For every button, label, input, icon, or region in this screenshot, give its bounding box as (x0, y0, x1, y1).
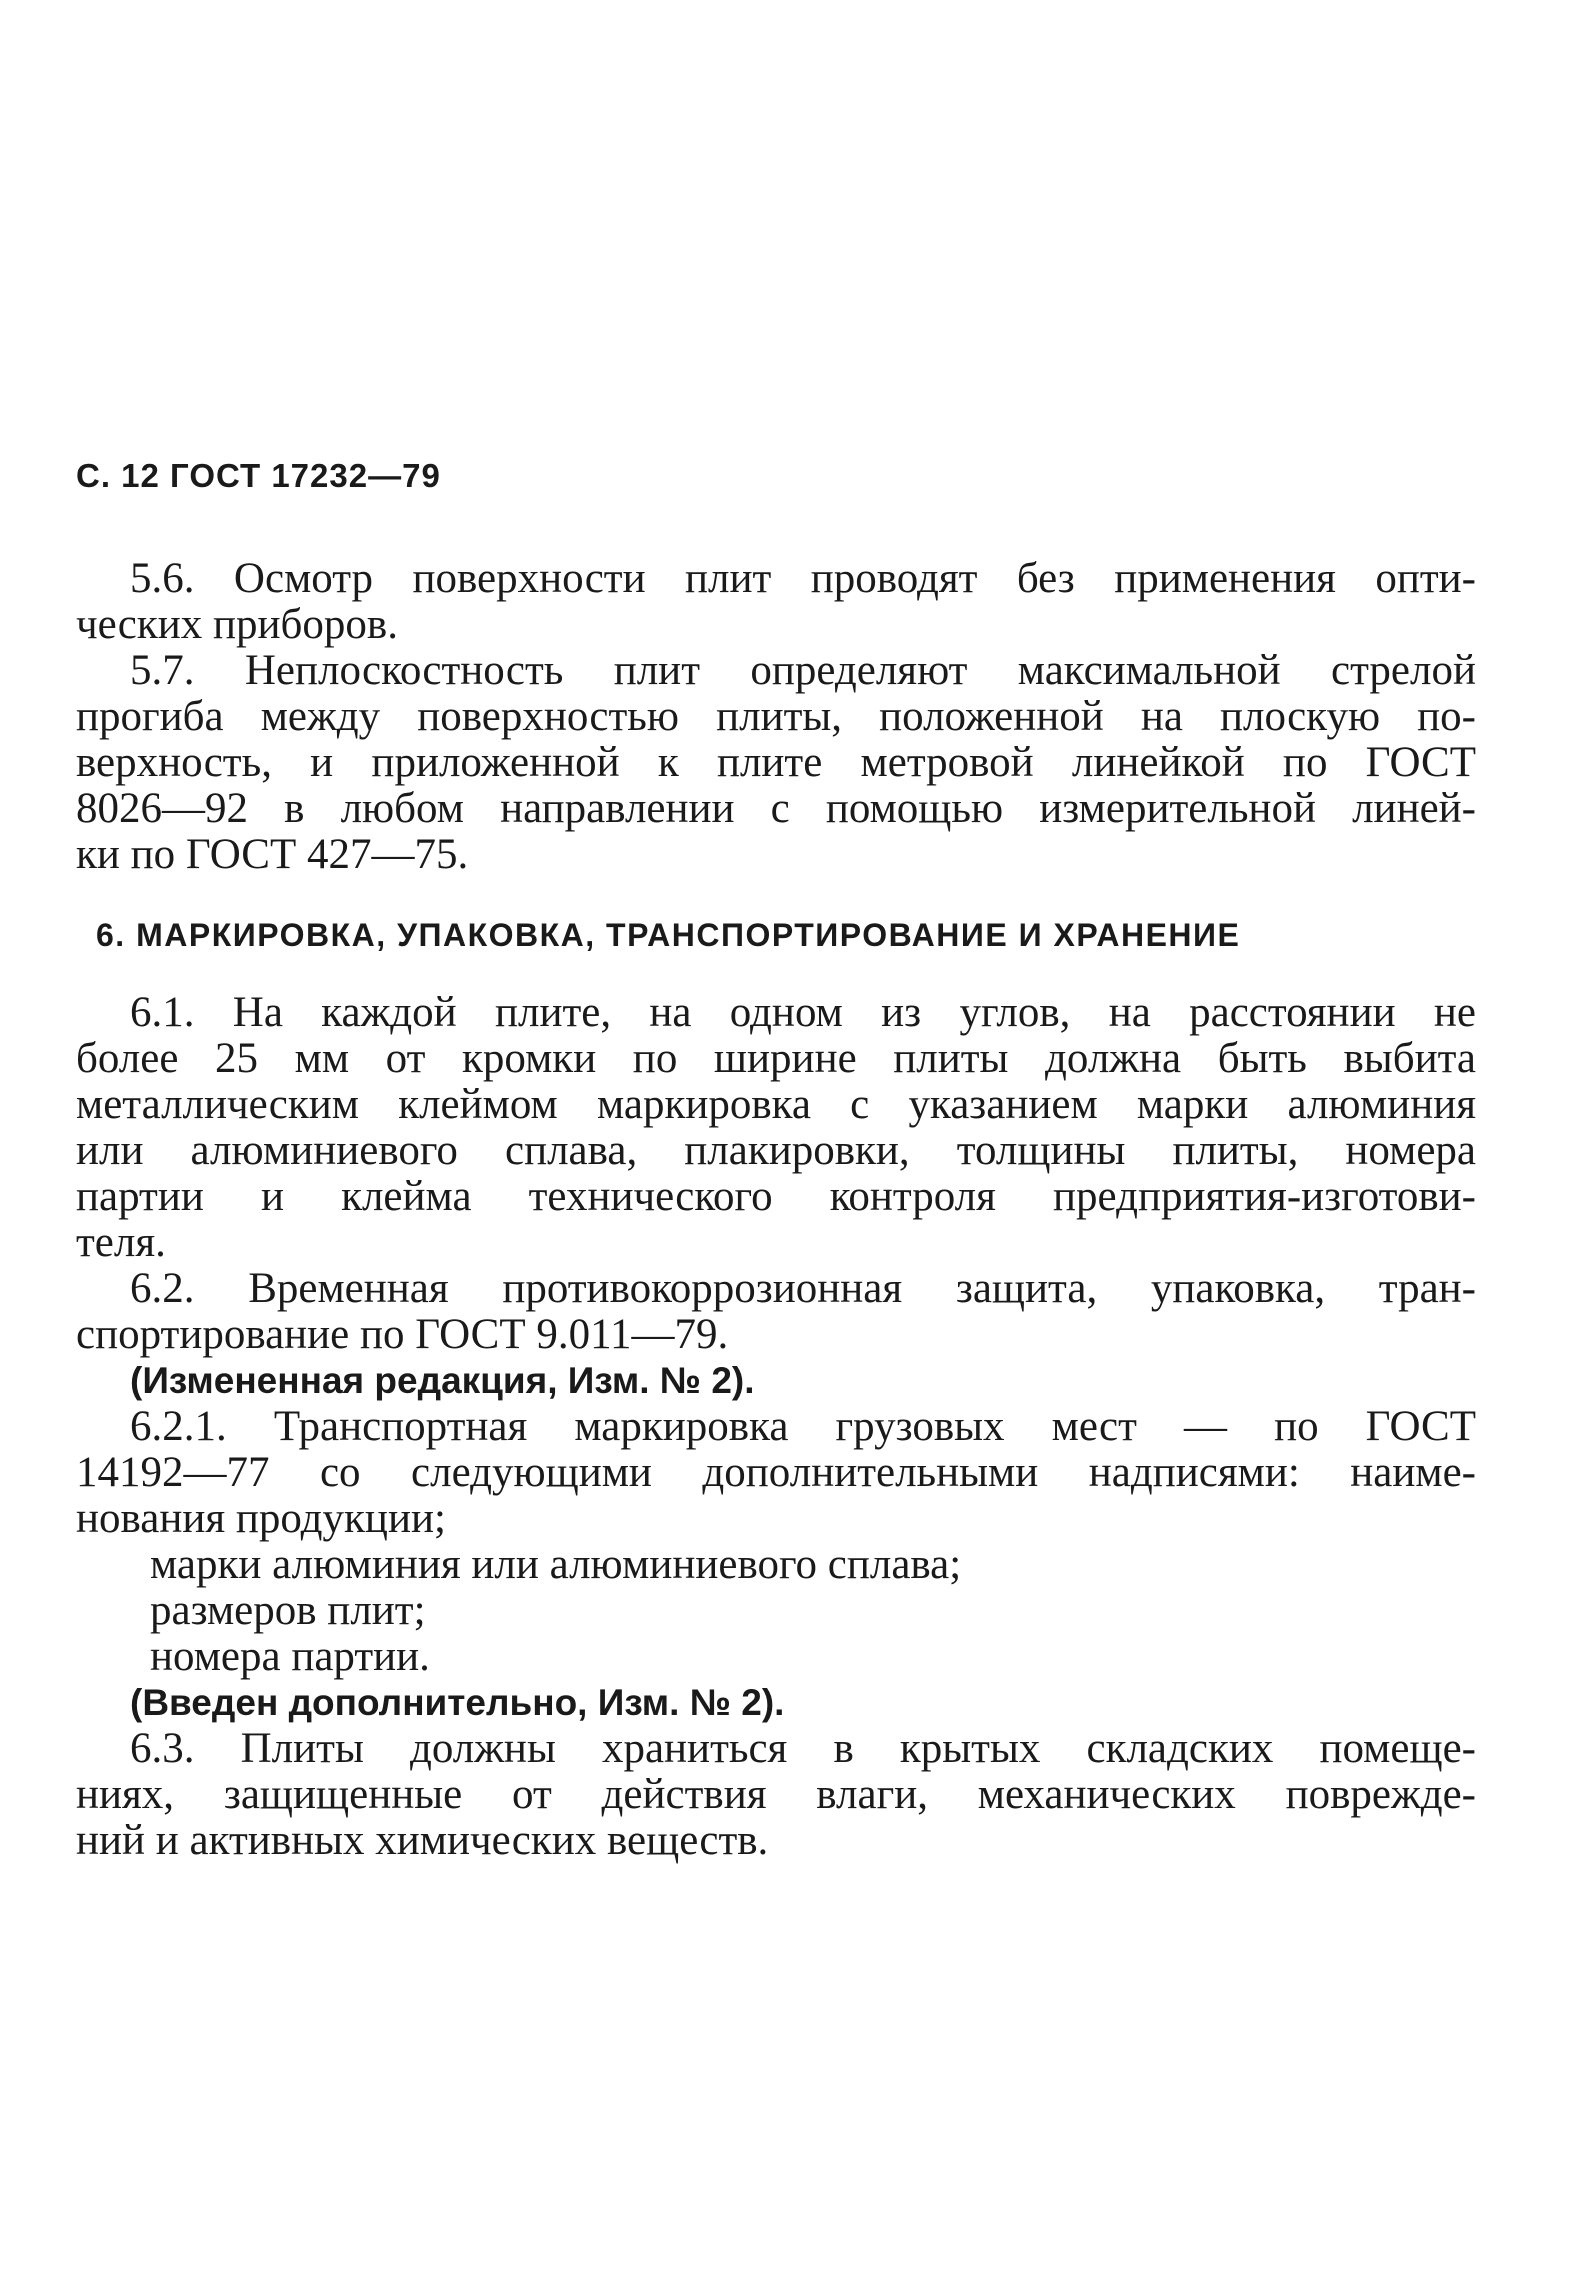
paragraph-line: металлическим клеймом маркировка с указанием марки алюминия (76, 1081, 1476, 1128)
paragraph-line: нования продукции; (76, 1495, 446, 1542)
list-item: номера партии. (150, 1633, 430, 1680)
page-header: С. 12 ГОСТ 17232—79 (76, 457, 441, 494)
paragraph-line: более 25 мм от кромки по ширине плиты должна быть выбита (76, 1035, 1476, 1082)
paragraph-line: ний и активных химических веществ. (76, 1817, 769, 1864)
paragraph-line: теля. (76, 1219, 166, 1266)
paragraph-line: партии и клейма технического контроля предприятия-изготови- (76, 1173, 1476, 1220)
paragraph-line: 14192—77 со следующими дополнительными надписями: наиме- (76, 1449, 1476, 1496)
amendment-note: (Измененная редакция, Изм. № 2). (130, 1360, 755, 1401)
paragraph-line: ческих приборов. (76, 601, 398, 648)
paragraph-line: 8026—92 в любом направлении с помощью измерительной линей- (76, 785, 1476, 832)
amendment-note: (Введен дополнительно, Изм. № 2). (130, 1682, 785, 1723)
paragraph-line: верхность, и приложенной к плите метровой линейкой по ГОСТ (76, 739, 1476, 786)
paragraph-line: ки по ГОСТ 427—75. (76, 831, 469, 878)
list-item: размеров плит; (150, 1587, 426, 1634)
paragraph-line: 5.6. Осмотр поверхности плит проводят без применения опти- (130, 555, 1476, 602)
paragraph-line: 5.7. Неплоскостность плит определяют максимальной стрелой (130, 647, 1476, 694)
paragraph-line: 6.3. Плиты должны храниться в крытых складских помеще- (130, 1725, 1476, 1772)
paragraph-line: или алюминиевого сплава, плакировки, толщины плиты, номера (76, 1127, 1476, 1174)
paragraph-line: ниях, защищенные от действия влаги, механических поврежде- (76, 1771, 1476, 1818)
paragraph-line: 6.2. Временная противокоррозионная защита, упаковка, тран- (130, 1265, 1476, 1312)
paragraph-line: спортирование по ГОСТ 9.011—79. (76, 1311, 729, 1358)
list-item: марки алюминия или алюминиевого сплава; (150, 1541, 962, 1588)
section-6-title: 6. МАРКИРОВКА, УПАКОВКА, ТРАНСПОРТИРОВАНИЕ И ХРАНЕНИЕ (96, 917, 1241, 953)
paragraph-line: 6.1. На каждой плите, на одном из углов, на расстоянии не (130, 989, 1476, 1036)
paragraph-line: 6.2.1. Транспортная маркировка грузовых мест — по ГОСТ (130, 1403, 1476, 1450)
paragraph-line: прогиба между поверхностью плиты, положенной на плоскую по- (76, 693, 1476, 740)
